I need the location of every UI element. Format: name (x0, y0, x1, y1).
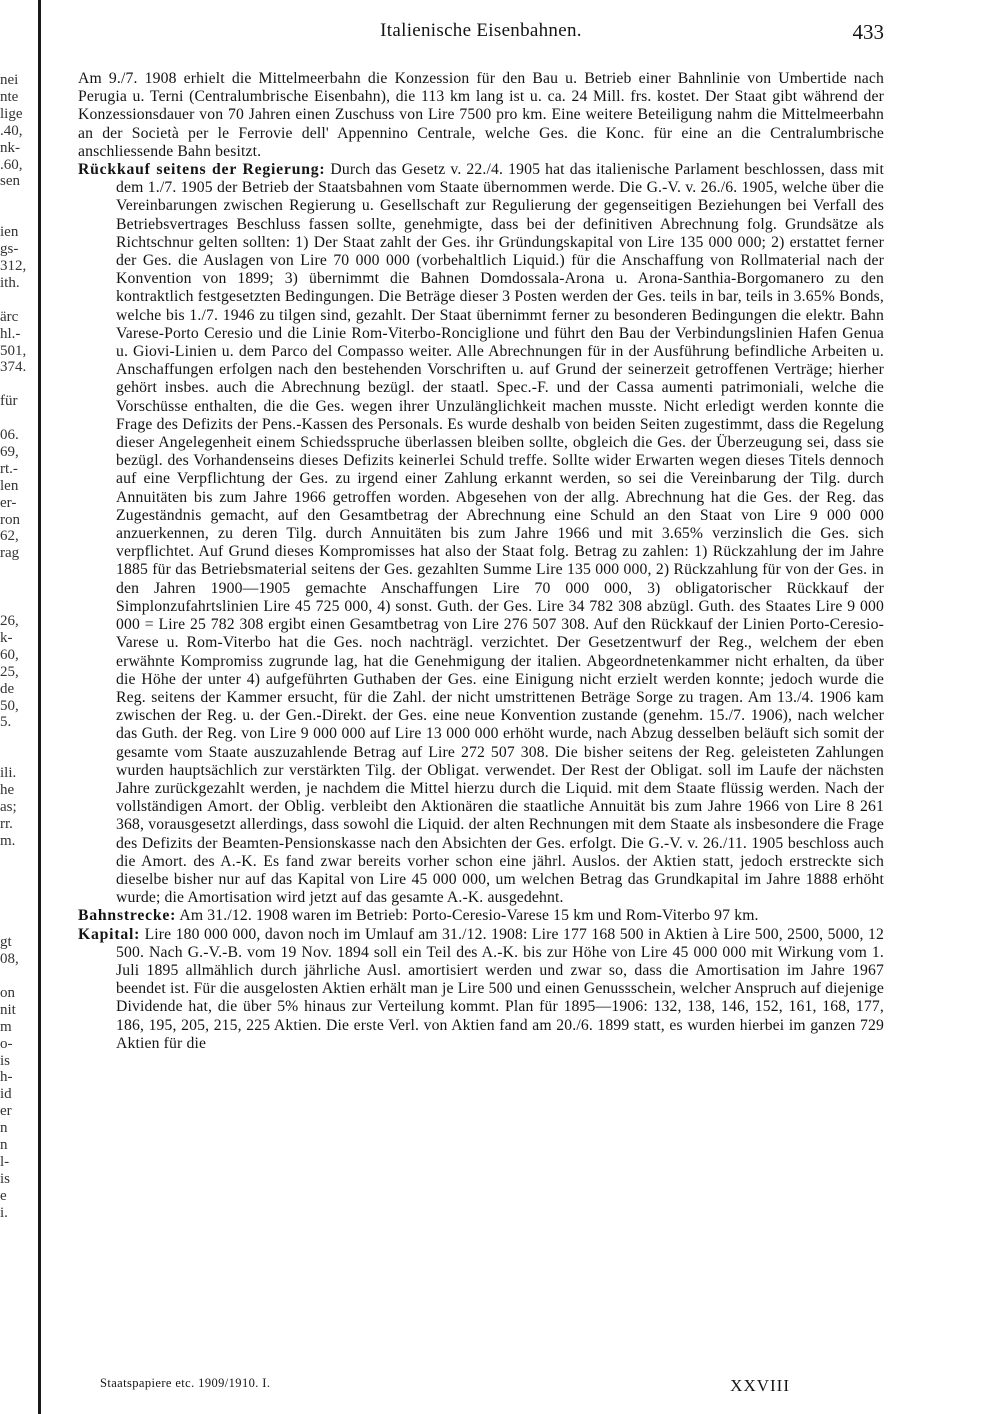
section-text-rueckkauf: Durch das Gesetz v. 22./4. 1905 hat das italienische Parlament beschlossen, dass mit dem 1./7. 1905 der Betrieb der Staatsbahnen vom Staate übernommen werde. Die G.-V. v. 26./6. 1905, welche über die Vereinbarungen zwischen Regierung u. Gesellschaft zur Regulierung der gegenseitigen Beziehungen bei Verfall des Betriebsvertrages Beschluss fassen sollte, genehmigte, dass bei der definitiven Abrechnung folg. Grundsätze als Richtschnur gelten sollten: 1) Der Staat zahlt der Ges. ihr Gründungskapital von Lire 135 000 000; 2) erstattet ferner der Ges. die Auslagen von Lire 70 000 000 (vorbehaltlich Liquid.) für die Anschaffung von Rollmaterial nach der Konvention von 1899; 3) übernimmt die Bahnen Domdossala-Arona u. Arona-Santhia-Borgomanero zu den kontraktlich festgesetzten Bedingungen. Die Beträge dieser 3 Posten werden der Ges. teils in bar, teils in 3.65% Bonds, welche bis 1./7. 1946 zu tilgen sind, gezahlt. Der Staat übernimmt ferner zu besonderen Bedingungen die elektr. Bahn Varese-Porto Ceresio und die Linie Rom-Viterbo-Ronciglione und führt den Bau der Verbindungslinien Hafen Genua u. Giovi-Linien u. dem Parco del Compasso weiter. Alle Abrechnungen für in der Ausführung befindliche Arbeiten u. Anschaffungen erfolgen nach den bestehenden Vorschriften u. auf Grund der seinerzeit getroffenen Verträge; hierher gehört insbes. auch die Abrechnung bezügl. der staatl. Spec.-F. und der Cassa aumenti patrimoniali, welche die Vorschüsse enthalten, die die Ges. wegen ihrer Unzulänglichkeit machen musste. Nicht erledigt werden konnte die Frage des Defizits der Pens.-Kassen des Personals. Es wurde deshalb von beiden Seiten zugestimmt, dass die Regelung dieser Angelegenheit einem Schiedsspruche überlassen bleiben sollte, obgleich die Ges. der Überzeugung sei, dass sie bezügl. des Vorhandenseins dieses Defizits keinerlei Schuld treffe. Sollte wider Erwarten wegen dieses Titels dennoch auf eine Verpflichtung der Ges. zu irgend einer Zahlung erkannt werden, so sei die Vereinbarung der Tilg. durch Annuitäten bis zum Jahre 1966 getroffen worden. Abgesehen von der allg. Abrechnung hat die Ges. der Reg. das Zugeständnis gemacht, auf den Gesamtbetrag der Abrechnung eine Schuld an den Staat von Lire 9 000 000 anzuerkennen, zu deren Tilg. durch Annuitäten bis zum Jahre 1966 und mit 3.65% verzinslich die Ges. sich verpflichtet. Auf Grund dieses Kompromisses hat also der Staat folg. Betrag zu zahlen: 1) Rückzahlung der im Jahre 1885 für das Betriebsmaterial seitens der Ges. gezahlten Summe Lire 135 000 000, 2) Rückzahlung für von der Ges. in den Jahren 1900—1905 gemachte Anschaffungen Lire 70 000 000, 3) obligatorischer Rückkauf der Simplonzufahrtslinien Lire 45 725 000, 4) sonst. Guth. der Ges. Lire 34 782 308 abzügl. Guth. des Staates Lire 9 000 000 = Lire 25 782 308 ergibt einen Gesamtbetrag von Lire 276 507 308. Auf den Rückkauf der Linien Porto-Ceresio-Varese u. Rom-Viterbo hat die Ges. noch nachträgl. verzichtet. Der Gesetzentwurf der Reg., welchem der eben erwähnte Kompromiss zugrunde lag, hat die Genehmigung der italien. Abgeordnetenkammer nicht erhalten, da über die Höhe der unter 4) aufgeführten Guthaben der Ges. eine Einigung nicht erzielt werden konnte; jedoch wurde die Reg. seitens der Kammer ersucht, für die Zahl. der nicht umstrittenen Beträge Sorge zu tragen. Am 13./4. 1906 kam zwischen der Reg. u. der Gen.-Direkt. der Ges. eine neue Konvention zustande (genehm. 15./7. 1906), nach welcher das Guth. der Reg. von Lire 9 000 000 auf Lire 13 000 000 erhöht wurde, nach Abzug desselben beläuft sich somit der gesamte vom Staate auszuzahlende Betrag auf Lire 272 507 308. Die bisher seitens der Reg. geleisteten Zahlungen wurden hauptsächlich zur verstärkten Tilg. der Obligat. verwendet. Der Rest der Obligat. soll im Laufe der nächsten Jahre zurückgezahlt werden, je nachdem die Mittel hierzu durch die Liquid. mit dem Staate flüssig werden. Nach der vollständigen Amort. der Oblig. verbleibt den Aktionären die staatliche Annuität bis zum Jahre 1966 von Lire 8 261 368, vorausgesetzt allerdings, dass sowohl die Liquid. der alten Rechnungen mit dem Staate als insbesondere die Frage des Defizits der Beamten-Pensionskasse nach den Absichten der Ges. erfolgt. Die G.-V. v. 26./11. 1905 beschloss auch die Amort. des A.-K. Es fand zwar bereits vorher schon eine jährl. Auslos. der Aktien statt, jedoch erstreckte sich dieselbe bisher nur auf das Kapital von Lire 45 000 000, um welchen Betrag das Grundkapital im Jahre 1888 erhöht wurde; die Amortisation wird jetzt auf das gesamte A.-K. ausgedehnt. (116, 161, 884, 907)
section-heading-kapital: Kapital: (78, 925, 141, 943)
page-body (78, 70, 884, 1053)
page-header (78, 20, 884, 46)
running-title: Italienische Eisenbahnen. (380, 20, 582, 41)
section-heading-rueckkauf: Rückkauf seitens der Regierung: (78, 161, 326, 179)
section-heading-bahnstrecke: Bahnstrecke: (78, 907, 177, 925)
paragraph-intro: Am 9./7. 1908 erhielt die Mittelmeerbahn die Konzession für den Bau u. Betrieb einer Bahnlinie von Umbertide nach Perugia u. Terni (Centralumbrische Eisenbahn), die 113 km lang ist u. ca. 24 Mill. frs. kostet. Der Staat gibt während der Konzessionsdauer von 70 Jahren einen Zuschuss von Lire 7500 pro km. Eine weitere Beteiligung nahm die Mittelmeerbahn an der Società per le Ferrovie dell' Appennino Centrale, welche Ges. die Konc. für eine an die Centralumbrische anschliessende Bahn besitzt. (78, 70, 884, 160)
footer-signature-mark: XXVIII (730, 1376, 790, 1395)
page-binding-edge (38, 0, 41, 1414)
paragraph-kapital (78, 926, 884, 1053)
page-footer (100, 1376, 790, 1398)
section-text-kapital: Lire 180 000 000, davon noch im Umlauf am 31./12. 1908: Lire 177 168 500 in Aktien à Lire 500, 2500, 5000, 12 500. Nach G.-V.-B. vom 19 Nov. 1894 soll ein Teil des A.-K. bis zur Höhe von Lire 45 000 000 mit Wirkung vom 1. Juli 1895 allmählich durch jährliche Ausl. amortisiert werden und zwar so, dass die Amortisation im Jahre 1967 beendet ist. Für die ausgelosten Aktien erhält man je Lire 500 und einen Genussschein, welcher Anspruch auf diejenige Dividende hat, die über 5% hinaus zur Verteilung kommt. Plan für 1895—1906: 132, 138, 146, 152, 161, 168, 177, 186, 195, 205, 215, 225 Aktien. Die erste Verl. von Aktien fand am 20./6. 1899 statt, es wurden hierbei im ganzen 729 Aktien für die (116, 925, 884, 1052)
paragraph-rueckkauf (78, 161, 884, 907)
section-text-bahnstrecke: Am 31./12. 1908 waren im Betrieb: Porto-Ceresio-Varese 15 km und Rom-Viterbo 97 km. (176, 907, 759, 925)
paragraph-bahnstrecke (78, 907, 884, 925)
page-number: 433 (852, 20, 884, 44)
footer-publication: Staatspapiere etc. 1909/1910. I. (100, 1376, 271, 1390)
adjacent-page-margin-fragments: nei nte lige .40, nk- .60, sen ien gs- 312, ith. ärc hl.- 501, 374. für 06. 69, rt.- len er- ron 62, rag 26, k- 60, 25, de 50, 5. ili. he as; rr. m. gt 08, on nit m o- is h- id er n n l- is e i. (0, 72, 27, 1221)
